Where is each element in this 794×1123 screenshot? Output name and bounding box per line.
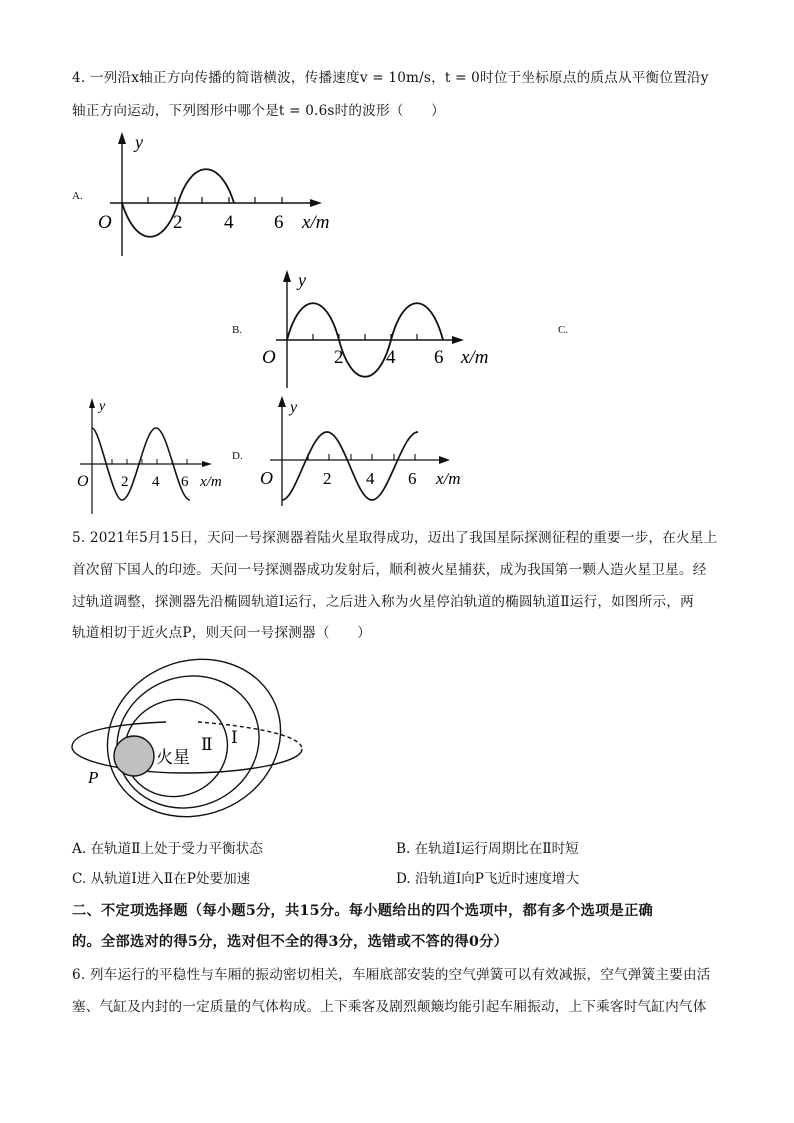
q4-graph-a bbox=[92, 128, 352, 260]
q5-line-3: 过轨道调整，探测器先沿椭圆轨道Ⅰ运行，之后进入称为火星停泊轨道的椭圆轨道Ⅱ运行，如图所示，两 bbox=[72, 594, 694, 610]
q6-line-1: 6. 列车运行的平稳性与车厢的振动密切相关，车厢底部安装的空气弹簧可以有效减振，空气弹簧主要由活 bbox=[72, 967, 711, 983]
tick-6: 6 bbox=[408, 469, 417, 488]
q4-line-1: 4. 一列沿x轴正方向传播的简谐横波，传播速度v = 10m/s，t = 0时位于坐标原点的质点从平衡位置沿y bbox=[72, 70, 709, 86]
tick-6: 6 bbox=[181, 474, 189, 490]
x-arrow bbox=[310, 199, 322, 207]
tick-2: 2 bbox=[323, 469, 332, 488]
tick-6: 6 bbox=[274, 212, 284, 233]
x-label: x/m bbox=[461, 347, 489, 368]
q5-line-4: 轨道相切于近火点P，则天问一号探测器（ ） bbox=[72, 625, 372, 641]
y-label: y bbox=[298, 270, 306, 290]
q4-line-2: 轴正方向运动，下列图形中哪个是t = 0.6s时的波形（ ） bbox=[72, 103, 445, 119]
section-2-heading-line-1: 二、不定项选择题（每小题5分，共15分。每小题给出的四个选项中，都有多个选项是正确 bbox=[72, 903, 654, 919]
origin-label: O bbox=[262, 347, 276, 368]
y-arrow bbox=[118, 132, 126, 144]
x-arrow bbox=[202, 461, 212, 467]
q5-option-b: B. 在轨道Ⅰ运行周期比在Ⅱ时短 bbox=[396, 841, 579, 857]
tick-4: 4 bbox=[224, 212, 234, 233]
q5-option-d: D. 沿轨道Ⅰ向P飞近时速度增大 bbox=[396, 871, 580, 887]
y-arrow bbox=[278, 396, 286, 407]
y-label: y bbox=[290, 399, 298, 416]
x-label: x/m bbox=[302, 212, 330, 233]
tick-6: 6 bbox=[434, 347, 444, 368]
q5-option-c: C. 从轨道Ⅰ进入Ⅱ在P处要加速 bbox=[72, 871, 251, 887]
q4-graph-b bbox=[256, 266, 516, 392]
q4-option-b-label: B. bbox=[232, 324, 243, 336]
q4-option-d-label: D. bbox=[232, 450, 243, 462]
tick-4: 4 bbox=[366, 469, 375, 488]
wave-curve bbox=[282, 432, 418, 500]
y-label: y bbox=[135, 132, 143, 152]
q4-option-a-label: A. bbox=[72, 190, 83, 202]
mars-planet bbox=[114, 736, 154, 776]
x-label: x/m bbox=[436, 469, 461, 488]
origin-label: O bbox=[98, 212, 112, 233]
q6-line-2: 塞、气缸及内封的一定质量的气体构成。上下乘客及剧烈颠簸均能引起车厢振动，上下乘客时气缸内气体 bbox=[72, 999, 707, 1015]
tick-2: 2 bbox=[121, 474, 129, 490]
y-arrow bbox=[283, 270, 291, 282]
y-label: y bbox=[99, 399, 106, 414]
origin-label: O bbox=[260, 468, 273, 488]
tick-2: 2 bbox=[173, 212, 183, 233]
q5-line-1: 5. 2021年5月15日，天问一号探测器着陆火星取得成功，迈出了我国星际探测征程的重要一步，在火星上 bbox=[72, 530, 718, 546]
tick-4: 4 bbox=[152, 474, 160, 490]
x-arrow bbox=[439, 456, 450, 464]
plane-back-arc bbox=[198, 722, 302, 749]
origin-label: O bbox=[77, 473, 89, 490]
q5-option-a: A. 在轨道Ⅱ上处于受力平衡状态 bbox=[72, 841, 263, 857]
y-arrow bbox=[89, 398, 95, 408]
tick-4: 4 bbox=[386, 347, 396, 368]
mars-label: 火星 bbox=[156, 748, 190, 767]
orbit-2-label: Ⅱ bbox=[201, 735, 213, 754]
q4-graph-d bbox=[256, 392, 486, 510]
q4-graph-c bbox=[72, 394, 242, 518]
x-arrow bbox=[452, 336, 464, 344]
point-p-label: P bbox=[88, 768, 99, 787]
tick-2: 2 bbox=[334, 347, 344, 368]
q5-line-2: 首次留下国人的印迹。天问一号探测器成功发射后，顺利被火星捕获，成为我国第一颗人造火星卫星。经 bbox=[72, 562, 707, 578]
q4-option-c-label: C. bbox=[558, 324, 569, 336]
section-2-heading-line-2: 的。全部选对的得5分，选对但不全的得3分，选错或不答的得0分） bbox=[72, 934, 509, 950]
orbit-1-label: Ⅰ bbox=[231, 728, 238, 747]
x-label: x/m bbox=[200, 474, 222, 490]
mars-orbit-diagram bbox=[66, 650, 316, 822]
